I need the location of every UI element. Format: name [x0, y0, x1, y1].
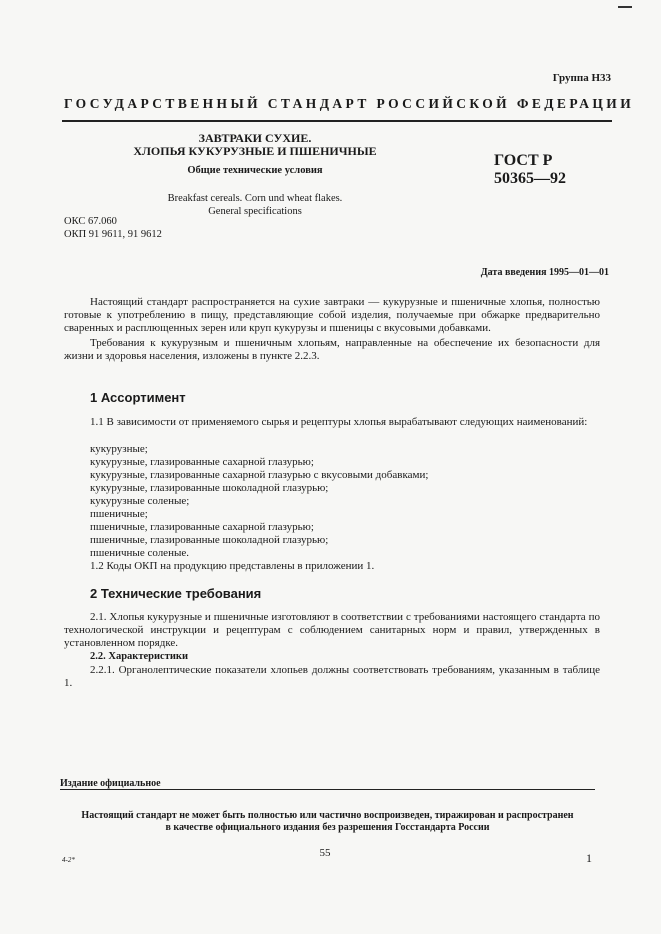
section-2-text: 2.1. Хлопья кукурузные и пшеничные изготовляют в соответствии с требованиями настоящего стандарта по технологической инструкции и рецептурам с соблюдением санитарных норм и правил, утвержденных в установленном порядке. — [64, 611, 600, 649]
gost-line-2: 50365—92 — [494, 170, 566, 187]
list-item: кукурузные, глазированные шоколадной глазурью; — [90, 482, 329, 494]
list-item: кукурузные соленые; — [90, 495, 190, 507]
copyright-notice — [60, 810, 595, 834]
header-rule — [62, 120, 612, 122]
english-title — [90, 192, 420, 218]
list-item: кукурузные; — [90, 443, 148, 455]
section-1-paragraph-1 — [64, 416, 600, 429]
section-2-2-1-text: 2.2.1. Органолептические показатели хлопьев должны соответствовать требованиям, указанным в таблице 1. — [64, 664, 600, 689]
oks-code: ОКС 67.060 — [64, 216, 117, 227]
list-item: кукурузные, глазированные сахарной глазурью с вкусовыми добавками; — [90, 469, 429, 481]
subsection-2-2-heading: 2.2. Характеристики — [90, 651, 189, 662]
list-item: пшеничные, глазированные сахарной глазурью; — [90, 521, 314, 533]
list-item: пшеничные соленые. — [90, 547, 189, 559]
list-item: пшеничные, глазированные шоколадной глазурью; — [90, 534, 329, 546]
page-number-center: 55 — [319, 847, 331, 859]
group-code: Группа Н33 — [552, 72, 611, 84]
section-2-heading: 2 Технические требования — [90, 586, 262, 601]
notice-line-1: Настоящий стандарт не может быть полностью или частично воспроизведен, тиражирован и распространен — [81, 810, 574, 821]
state-standard-title: ГОСУДАРСТВЕННЫЙ СТАНДАРТ РОССИЙСКОЙ ФЕДЕРАЦИИ — [64, 96, 635, 111]
intro-paragraph-1: Настоящий стандарт распространяется на сухие завтраки — кукурузные и пшеничные хлопья, полностью готовые к употреблению в пищу, представляющие собой изделия, получаемые при обжарке предварительно сваренных и расплющенных зерен или круп кукурузы и пшеницы с вкусовыми добавками. — [64, 296, 600, 334]
okp-code: ОКП 91 9611, 91 9612 — [64, 228, 162, 240]
corner-dash — [618, 6, 632, 8]
section-2-paragraph-1 — [64, 611, 600, 650]
section-1-heading: 1 Ассортимент — [90, 390, 186, 405]
section-1-text: 1.1 В зависимости от применяемого сырья и рецептуры хлопья вырабатывают следующих наименований: — [90, 416, 588, 428]
intro-section — [64, 296, 600, 363]
okp-reference: 1.2 Коды ОКП на продукцию представлены в приложении 1. — [90, 560, 375, 572]
english-title-line-2: General specifications — [208, 206, 302, 217]
document-title — [90, 132, 420, 158]
footer-rule — [60, 789, 595, 790]
list-item: пшеничные; — [90, 508, 148, 520]
gost-number — [494, 152, 566, 188]
page-number-right: 1 — [586, 851, 592, 865]
classification-codes — [64, 216, 162, 241]
document-subtitle: Общие технические условия — [187, 165, 323, 176]
print-mark: 4-2* — [62, 856, 75, 864]
gost-line-1: ГОСТ Р — [494, 152, 553, 169]
intro-paragraph-2: Требования к кукурузным и пшеничным хлопьям, направленные на обеспечение их безопасности для жизни и здоровья населения, изложены в пункте 2.2.3. — [64, 337, 600, 362]
list-item: кукурузные, глазированные сахарной глазурью; — [90, 456, 314, 468]
section-2-paragraph-2 — [64, 664, 600, 690]
edition-label: Издание официальное — [60, 778, 161, 789]
english-title-line-1: Breakfast cereals. Corn und wheat flakes. — [167, 193, 343, 204]
product-list — [90, 443, 428, 573]
notice-line-2: в качестве официального издания без разрешения Госстандарта России — [165, 822, 490, 833]
title-line-1: ЗАВТРАКИ СУХИЕ. — [198, 131, 312, 145]
title-line-2: ХЛОПЬЯ КУКУРУЗНЫЕ И ПШЕНИЧНЫЕ — [133, 144, 377, 158]
introduction-date: Дата введения 1995—01—01 — [480, 267, 609, 278]
